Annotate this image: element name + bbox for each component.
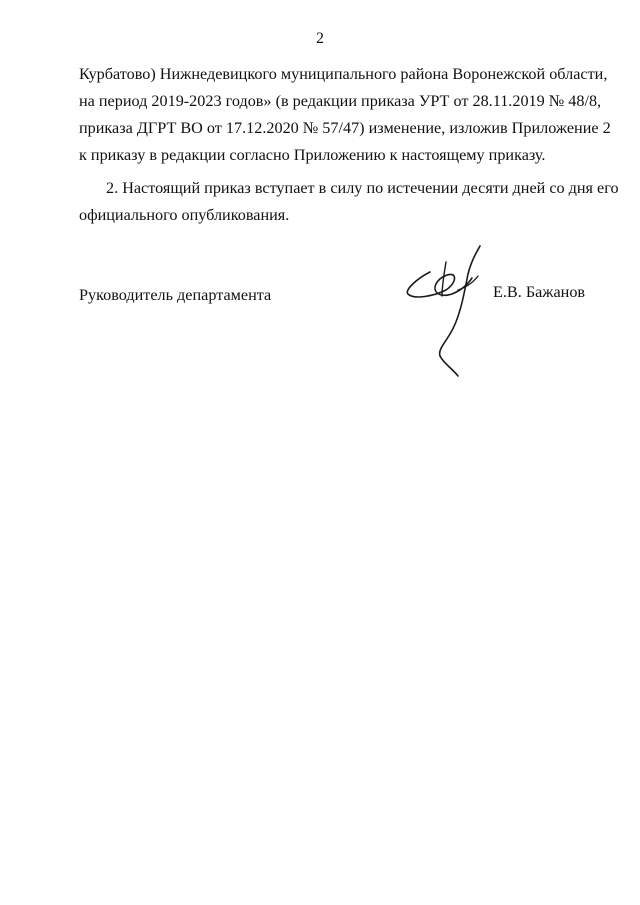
paragraph-line: Курбатово) Нижнедевицкого муниципального района Воронежской области,: [79, 65, 608, 83]
paragraph-line: официального опубликования.: [79, 206, 290, 224]
page-number: 2: [316, 30, 324, 47]
signer-name: Е.В. Бажанов: [493, 283, 586, 301]
paragraph-line: на период 2019-2023 годов» (в редакции приказа УРТ от 28.11.2019 № 48/8,: [79, 92, 602, 110]
paragraph-line: приказа ДГРТ ВО от 17.12.2020 № 57/47) изменение, изложив Приложение 2: [79, 119, 611, 137]
paragraph-line: 2. Настоящий приказ вступает в силу по истечении десяти дней со дня его: [106, 179, 619, 197]
paragraph-line: к приказу в редакции согласно Приложению к настоящему приказу.: [79, 146, 546, 164]
position-title: Руководитель департамента: [79, 286, 272, 304]
handwritten-signature: [400, 238, 490, 378]
